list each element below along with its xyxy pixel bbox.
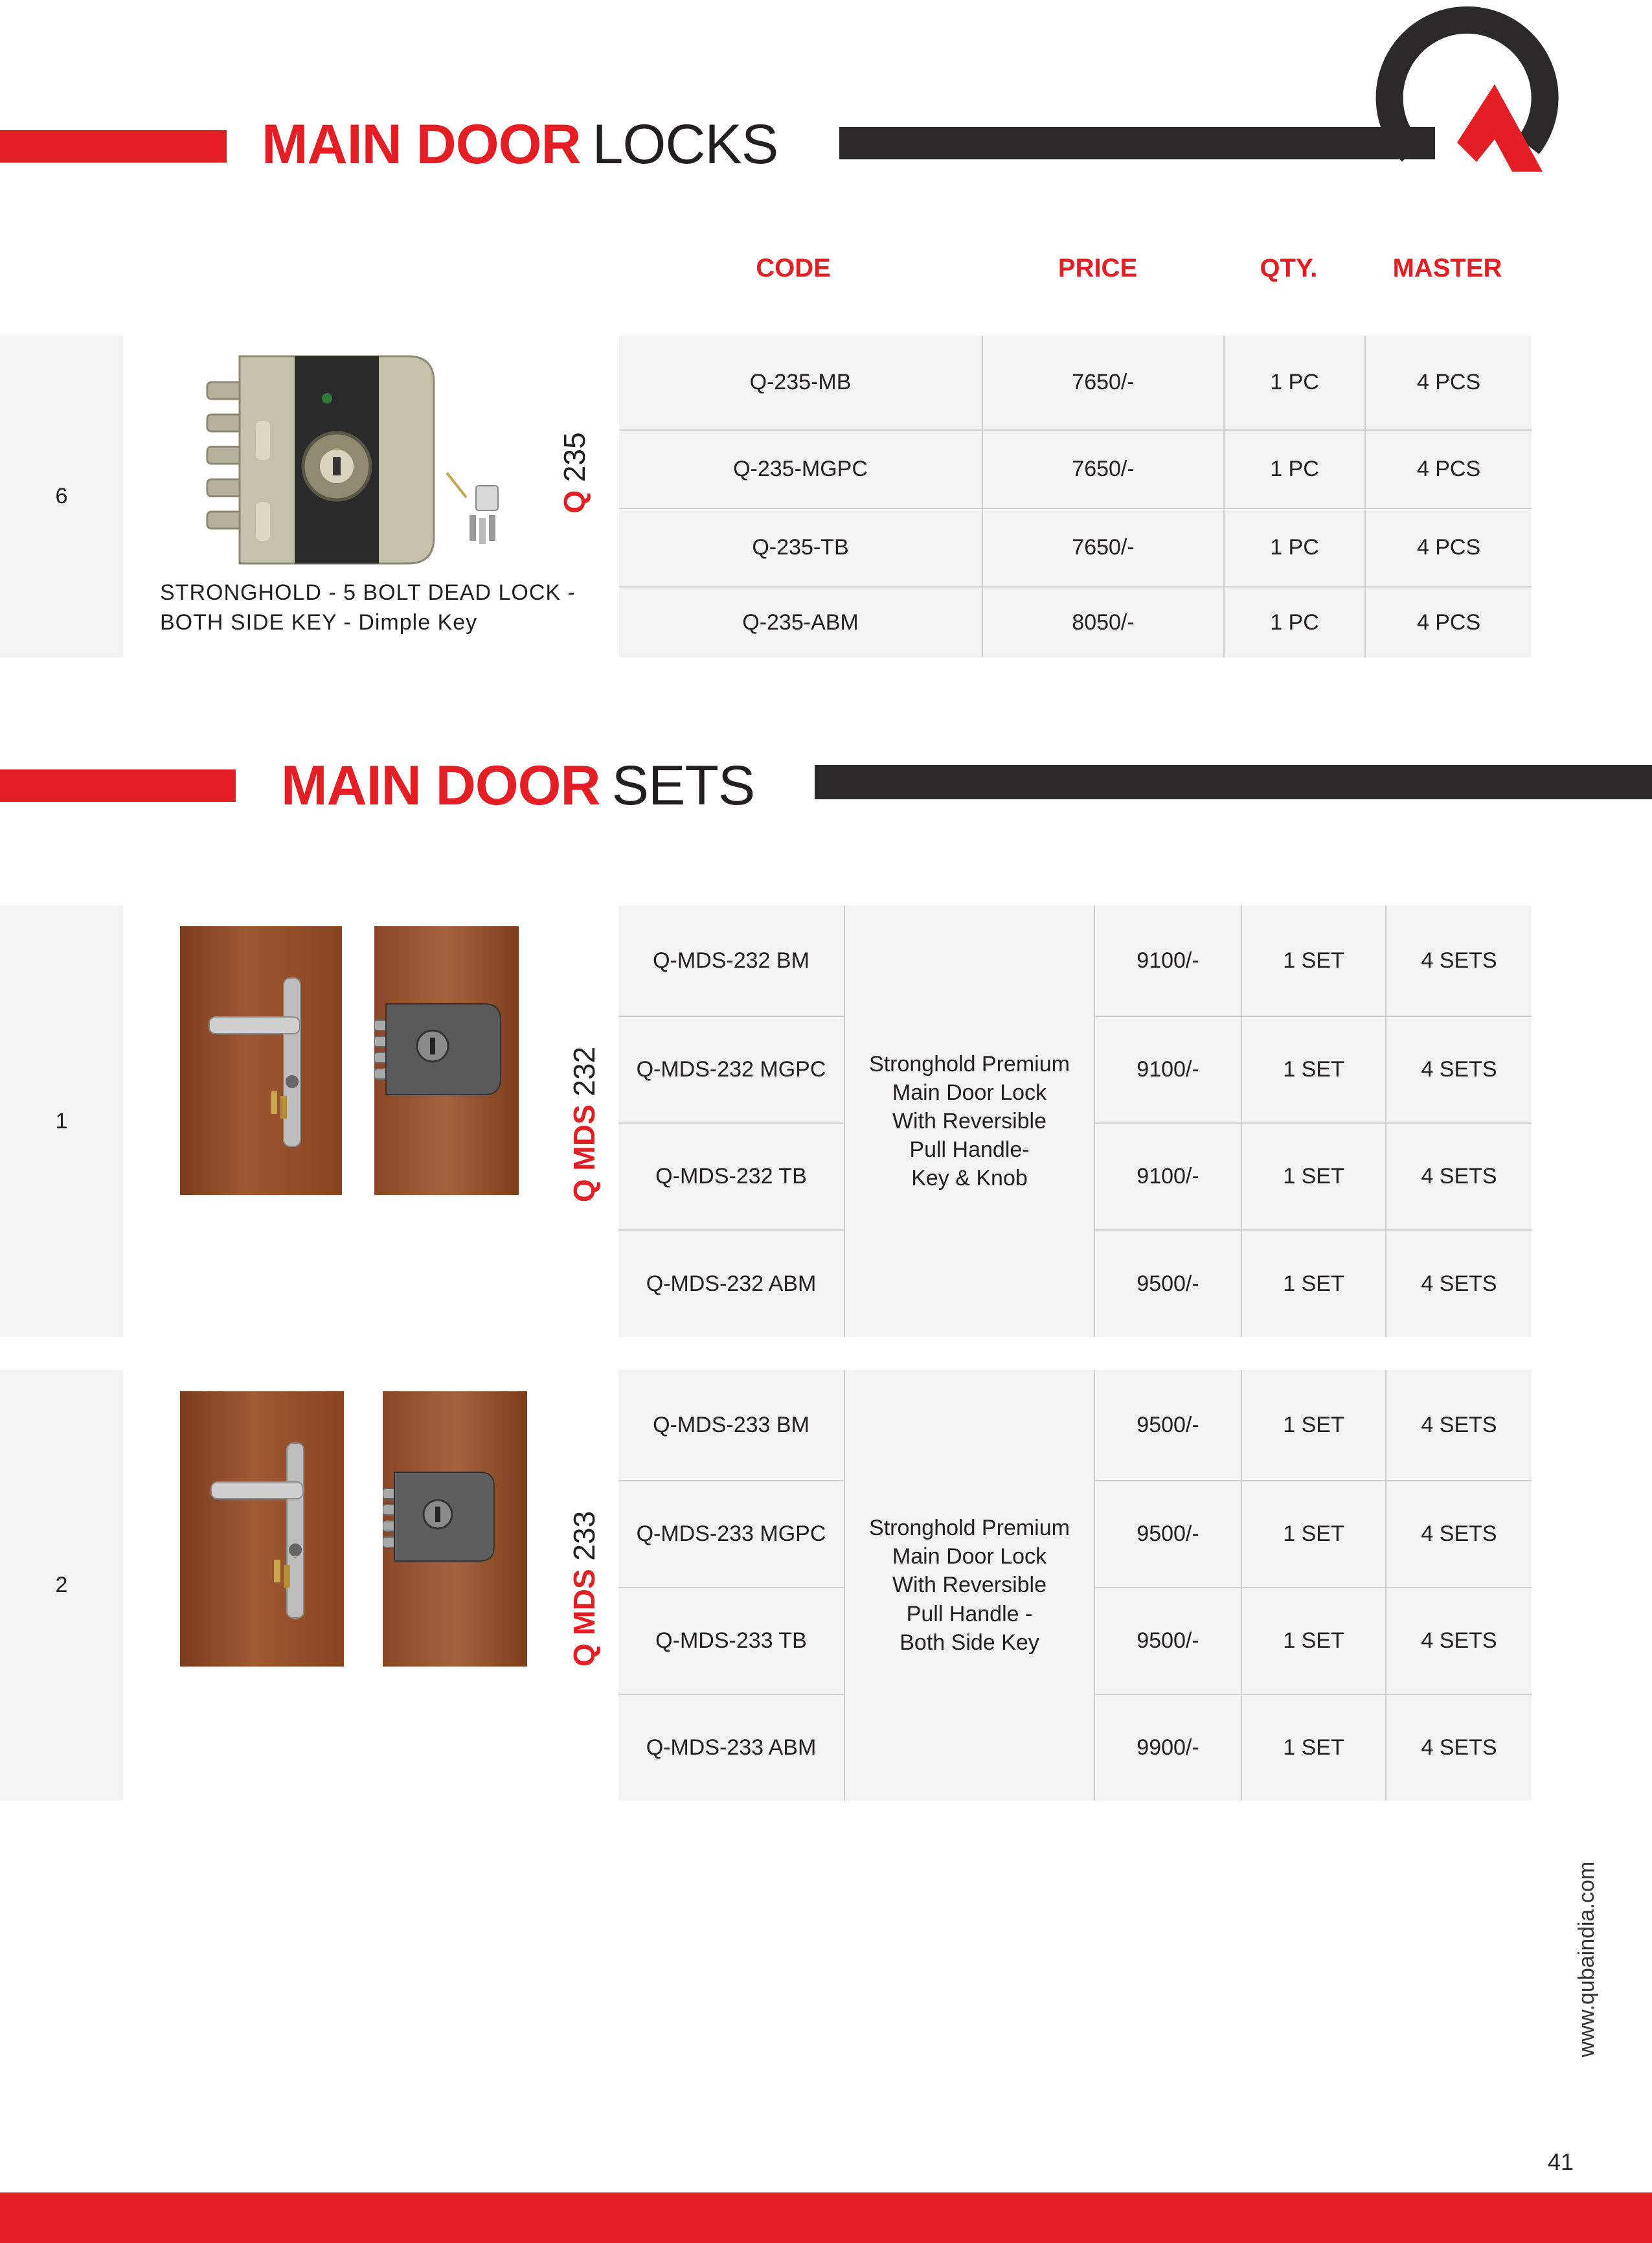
table-cell-description (845, 905, 1095, 1337)
product-caption (160, 578, 613, 638)
website-url[interactable]: www.qubaindia.com (1574, 1861, 1599, 2058)
table-cell-qty: 1 SET (1242, 1231, 1386, 1337)
description-line: Stronghold Premium (869, 1051, 1070, 1076)
door-handle-image (180, 926, 342, 1195)
table-cell-qty: 1 PC (1225, 336, 1366, 431)
model-label-q235 (557, 408, 596, 538)
table-cell-qty: 1 PC (1225, 509, 1366, 587)
sets-title-light: SETS (611, 755, 755, 817)
table-cell-qty: 1 SET (1242, 1695, 1386, 1801)
sets-red-bar (0, 769, 236, 802)
table-cell-price: 7650/- (983, 431, 1225, 509)
table-cell-code: Q-235-MGPC (619, 431, 983, 509)
table-cell-price: 9100/- (1095, 905, 1242, 1017)
table-cell-qty: 1 PC (1225, 587, 1366, 657)
table-cell-master: 4 SETS (1386, 1588, 1532, 1695)
description-line: Pull Handle - (906, 1601, 1033, 1626)
table-cell-qty: 1 SET (1242, 1481, 1386, 1588)
door-lock-image (374, 926, 519, 1195)
set-232-price-table (618, 905, 1532, 1337)
sets-dark-bar (815, 765, 1652, 799)
description-line: With Reversible (892, 1108, 1047, 1133)
table-cell-master: 4 SETS (1386, 905, 1532, 1017)
model-prefix: Q (558, 490, 591, 514)
table-cell-qty: 1 SET (1242, 1017, 1386, 1124)
description-line: With Reversible (892, 1573, 1047, 1598)
table-cell-price: 9500/- (1095, 1481, 1242, 1588)
table-cell-master: 4 PCS (1366, 431, 1532, 509)
col-header-price: PRICE (1058, 254, 1138, 282)
door-handle-image (180, 1391, 344, 1667)
col-header-master: MASTER (1392, 254, 1502, 282)
row-index: 6 (0, 336, 123, 657)
sets-title-strong: MAIN DOOR (281, 755, 600, 817)
table-cell-qty: 1 PC (1225, 431, 1366, 509)
model-prefix: Q MDS (567, 1104, 601, 1203)
header-red-bar (0, 130, 227, 163)
description-line: Main Door Lock (892, 1544, 1047, 1569)
table-cell-master: 4 PCS (1366, 509, 1532, 587)
table-cell-price: 9500/- (1095, 1588, 1242, 1695)
locks-title-strong: MAIN DOOR (262, 113, 581, 176)
door-lock-image (383, 1391, 527, 1667)
table-cell-master: 4 SETS (1386, 1370, 1532, 1481)
table-cell-price: 9100/- (1095, 1124, 1242, 1231)
table-cell-master: 4 PCS (1366, 336, 1532, 431)
table-cell-master: 4 PCS (1416, 609, 1481, 635)
table-cell-qty: 1 SET (1242, 1588, 1386, 1695)
row-index: 2 (0, 1370, 123, 1801)
caption-line-2: BOTH SIDE KEY - Dimple Key (160, 609, 478, 635)
set-233-price-table (618, 1370, 1532, 1801)
sets-section-title (281, 755, 755, 817)
caption-line-1: STRONGHOLD - 5 BOLT DEAD LOCK - (160, 580, 576, 605)
table-cell-master: 4 SETS (1386, 1124, 1532, 1231)
table-cell-price: 9100/- (1095, 1017, 1242, 1124)
table-cell-price: 9500/- (1095, 1370, 1242, 1481)
q-logo-icon (1373, 3, 1561, 178)
table-cell-code: Q-235-MB (619, 336, 983, 431)
description-line: Main Door Lock (892, 1080, 1047, 1105)
description-line: Stronghold Premium (869, 1516, 1070, 1541)
description-line: Pull Handle- (909, 1137, 1030, 1163)
table-cell-price: 7650/- (983, 509, 1225, 587)
row-index: 1 (0, 905, 123, 1337)
table-cell-code: Q-235-TB (619, 509, 983, 587)
model-number: 233 (567, 1510, 601, 1561)
table-cell-master: 4 SETS (1386, 1017, 1532, 1124)
locks-price-table (619, 336, 1532, 657)
model-label-qmds233 (567, 1495, 605, 1683)
page-number: 41 (1547, 2148, 1574, 2175)
footer-red-bar (0, 2192, 1652, 2243)
table-cell-price: 9900/- (1095, 1695, 1242, 1801)
table-cell-code: Q-MDS-233 MGPC (618, 1481, 845, 1588)
locks-section-title (262, 113, 778, 176)
col-header-qty: QTY. (1260, 254, 1318, 282)
table-cell-master: 4 SETS (1386, 1481, 1532, 1588)
table-cell-price: 9500/- (1095, 1231, 1242, 1337)
table-cell-code: Q-235-ABM (619, 587, 983, 657)
table-cell-code: Q-MDS-232 BM (618, 905, 845, 1017)
model-prefix: Q MDS (567, 1569, 601, 1667)
table-cell-code: Q-MDS-233 ABM (618, 1695, 845, 1801)
deadlock-image (194, 343, 531, 576)
model-number: 232 (567, 1046, 601, 1097)
description-line: Both Side Key (900, 1630, 1039, 1655)
model-label-qmds232 (567, 1030, 605, 1218)
table-cell-description (845, 1370, 1095, 1801)
table-cell-master: 4 SETS (1421, 1271, 1497, 1296)
table-cell-code: Q-MDS-232 ABM (618, 1231, 845, 1337)
header-dark-bar (839, 127, 1435, 159)
table-cell-price: 7650/- (983, 336, 1225, 431)
description-line: Key & Knob (911, 1166, 1028, 1191)
table-cell-qty: 1 SET (1242, 905, 1386, 1017)
table-cell-master: 4 SETS (1421, 1735, 1497, 1760)
table-cell-qty: 1 SET (1242, 1124, 1386, 1231)
table-cell-price: 8050/- (983, 587, 1225, 657)
col-header-code: CODE (756, 254, 831, 282)
table-cell-code: Q-MDS-233 TB (618, 1588, 845, 1695)
model-number: 235 (558, 432, 591, 483)
locks-title-light: LOCKS (592, 113, 778, 176)
table-cell-qty: 1 SET (1242, 1370, 1386, 1481)
table-cell-code: Q-MDS-232 MGPC (618, 1017, 845, 1124)
table-cell-code: Q-MDS-233 BM (618, 1370, 845, 1481)
table-cell-code: Q-MDS-232 TB (618, 1124, 845, 1231)
